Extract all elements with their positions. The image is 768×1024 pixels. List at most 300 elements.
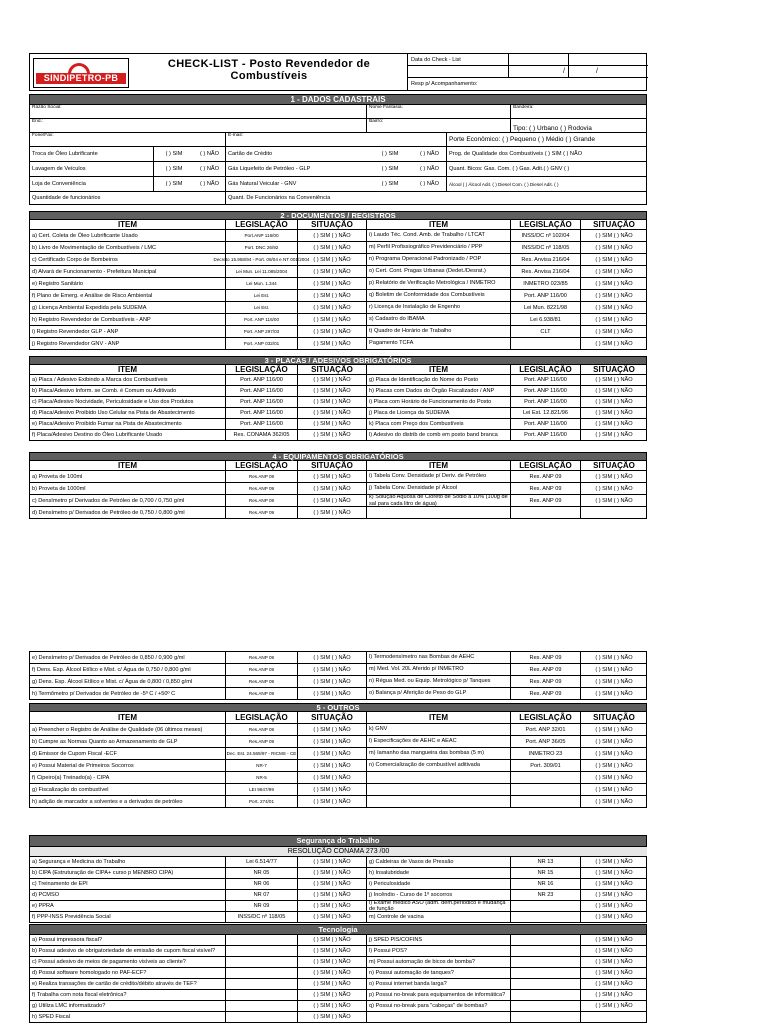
item-label: l) Possui POS? <box>367 946 511 956</box>
end-field[interactable]: End.: <box>30 119 367 132</box>
status-option[interactable]: ( ) SIM ( ) NÃO <box>298 507 367 518</box>
item-label: h) Placas com Dados do Órgão Fiscalizador / ANP <box>367 386 511 396</box>
table-row <box>30 507 646 519</box>
item-label: f) Placa/Adesivo Destino do Óleo Lubrificante Usado <box>30 430 226 440</box>
header-info <box>407 54 647 90</box>
table-row <box>30 664 646 676</box>
status-option[interactable]: ( ) SIM ( ) NÃO <box>298 408 367 418</box>
status-option[interactable]: ( ) SIM ( ) NÃO <box>595 762 633 769</box>
legislation-ref: Decreto 15.958/94 - Port. 09/04 e NT 001/2004 <box>226 254 298 265</box>
status-option[interactable]: ( ) SIM ( ) NÃO <box>298 302 367 313</box>
status-option[interactable]: ( ) SIM ( ) NÃO <box>595 304 633 311</box>
status-option[interactable]: ( ) SIM ( ) NÃO <box>595 738 633 745</box>
table-row <box>30 652 646 664</box>
col-item: ITEM <box>30 220 226 229</box>
item-label: n) Comercialização de combustível aditivada <box>367 760 511 771</box>
status-option[interactable]: ( ) SIM ( ) NÃO <box>595 421 633 427</box>
no-option[interactable]: ( ) NÃO <box>413 147 447 161</box>
table-row <box>30 724 646 736</box>
status-option[interactable]: ( ) SIM ( ) NÃO <box>595 280 633 287</box>
col-item: ITEM <box>367 461 511 470</box>
item-label: a) Proveta de 100ml <box>30 471 226 482</box>
bairro-field[interactable]: Bairro: <box>367 119 511 132</box>
col-item: ITEM <box>30 365 226 374</box>
status-option[interactable]: ( ) SIM ( ) NÃO <box>298 724 367 735</box>
status-option[interactable]: ( ) SIM ( ) NÃO <box>595 937 633 943</box>
legislation-ref <box>511 796 581 807</box>
status-option[interactable]: ( ) SIM ( ) NÃO <box>298 688 367 699</box>
status-option[interactable]: ( ) SIM ( ) NÃO <box>298 890 367 900</box>
status-option[interactable]: ( ) SIM ( ) NÃO <box>595 473 633 480</box>
status-option[interactable]: ( ) SIM ( ) NÃO <box>298 375 367 385</box>
status-option[interactable]: ( ) SIM ( ) NÃO <box>298 1001 367 1011</box>
item-label: c) Possui adesivo de meios de pagamento visíveis ao cliente? <box>30 957 226 967</box>
legislation-ref: NR-7 <box>226 760 298 771</box>
table-row <box>30 979 646 990</box>
table-row <box>30 290 646 302</box>
yes-option[interactable]: ( ) SIM <box>381 166 399 172</box>
status-option[interactable]: ( ) SIM ( ) NÃO <box>298 664 367 675</box>
yes-option[interactable]: ( ) SIM <box>165 181 183 187</box>
col-situacao: SITUAÇÃO <box>593 713 635 722</box>
item-label: s) Cadastro do IBAMA <box>367 314 511 325</box>
item-label: n) Programa Operacional Padronizado / POP <box>367 254 511 265</box>
status-option[interactable]: ( ) SIM ( ) NÃO <box>298 935 367 945</box>
item-label <box>367 507 511 518</box>
item-label: k) Solução Aquosa de Cloreto de Sódio a 10% (100g de sal para cada litro de água) <box>367 495 511 506</box>
status-option[interactable]: ( ) SIM ( ) NÃO <box>595 870 633 876</box>
col-legislacao: LEGISLAÇÃO <box>511 365 581 374</box>
status-option[interactable]: ( ) SIM ( ) NÃO <box>595 340 633 347</box>
status-option[interactable]: ( ) SIM ( ) NÃO <box>595 316 633 323</box>
status-option[interactable]: ( ) SIM ( ) NÃO <box>298 254 367 265</box>
status-option[interactable]: ( ) SIM ( ) NÃO <box>298 386 367 396</box>
item-label: g) Caldeiras de Vasos de Pressão <box>367 857 511 867</box>
table-row <box>30 314 646 326</box>
item-label <box>367 784 511 795</box>
item-label: k) GNV <box>367 724 511 735</box>
legislation-ref: Port. ANP 116/00 <box>226 419 298 429</box>
table-row <box>30 483 646 495</box>
status-option[interactable]: ( ) SIM ( ) NÃO <box>595 485 633 492</box>
status-option[interactable]: ( ) SIM ( ) NÃO <box>595 1003 633 1009</box>
col-legislacao: LEGISLAÇÃO <box>226 365 298 374</box>
status-option[interactable]: ( ) SIM ( ) NÃO <box>298 784 367 795</box>
legislation-ref: Res.ANP 09 <box>226 483 298 494</box>
legislation-ref: Port. 309/01 <box>511 760 581 771</box>
yes-option[interactable]: ( ) SIM <box>381 181 399 187</box>
status-option[interactable]: ( ) SIM ( ) NÃO <box>298 857 367 867</box>
status-option[interactable]: ( ) SIM ( ) NÃO <box>298 901 367 911</box>
status-option[interactable]: ( ) SIM ( ) NÃO <box>595 970 633 976</box>
status-option[interactable]: ( ) SIM ( ) NÃO <box>595 328 633 335</box>
legislation-ref: Port. ANP 116/00 <box>511 419 581 429</box>
table-row <box>30 1001 646 1012</box>
no-option[interactable]: ( ) NÃO <box>194 177 226 191</box>
table-row <box>30 266 646 278</box>
legislation-ref: INMETRO 023/85 <box>511 278 581 289</box>
date-row[interactable] <box>408 54 648 66</box>
item-label: c) Certificado Corpo de Bombeiros <box>30 254 226 265</box>
item-label: q) Possui no-break para "cabeças" de bombas? <box>367 1001 511 1011</box>
table-row <box>30 278 646 290</box>
item-label: k) Placa com Preço dos Combustíveis <box>367 419 511 429</box>
status-option[interactable]: ( ) SIM ( ) NÃO <box>595 750 633 757</box>
status-option[interactable]: ( ) SIM ( ) NÃO <box>298 760 367 771</box>
item-label: e) Realiza transações de cartão de crédito/débito através de TEF? <box>30 979 226 989</box>
item-label: i) Placa com Horário de Funcionamento do Posto <box>367 397 511 407</box>
status-option[interactable]: ( ) SIM ( ) NÃO <box>298 290 367 301</box>
item-label: g) Placa de Identificação do Nome do Posto <box>367 375 511 385</box>
blank-cell <box>226 968 298 978</box>
table-row <box>30 419 646 430</box>
legislation-ref: Port. ANP 116/00 <box>511 397 581 407</box>
status-option[interactable]: ( ) SIM ( ) NÃO <box>298 471 367 482</box>
legislation-ref: Port.ANP 116/00 <box>226 230 298 241</box>
item-label: f) PPP-INSS Previdência Social <box>30 912 226 922</box>
status-option[interactable]: ( ) SIM ( ) NÃO <box>298 979 367 989</box>
item-label: g) Licença Ambiental Expedida pela SUDEMA <box>30 302 226 313</box>
blank-cell <box>226 1001 298 1011</box>
item-label: d) Densímetro p/ Derivados de Petróleo de 0,750 / 0,800 g/ml <box>30 507 226 518</box>
table-row <box>30 375 646 386</box>
legislation-ref: Port. ANP 116/00 <box>226 386 298 396</box>
legislation-ref: Res. ANP 09 <box>511 495 581 506</box>
status-option[interactable]: ( ) SIM ( ) NÃO <box>298 338 367 349</box>
section-outros-title: 5 - OUTROS <box>29 703 647 712</box>
item-label: j) Placa de Licença da SUDEMA <box>367 408 511 418</box>
fuel-nozzle-field[interactable]: Álcool ( ) Álcool Adit. ( ) Diesel Com. ( ) Diesel Adit. ( ) <box>449 181 559 187</box>
status-option[interactable]: ( ) SIM ( ) NÃO <box>298 1012 367 1022</box>
item-label: b) Placa/Adesivo Inform. se Comb. é Comum ou Aditivado <box>30 386 226 396</box>
status-option[interactable]: ( ) SIM ( ) NÃO <box>595 244 633 251</box>
item-label: e) Densímetro p/ Derivados de Petróleo de 0,850 / 0,900 g/ml <box>30 652 226 663</box>
legislation-ref: Res.ANP 09 <box>226 676 298 687</box>
status-option[interactable]: ( ) SIM ( ) NÃO <box>595 678 633 685</box>
col-item: ITEM <box>30 461 226 470</box>
status-option[interactable]: ( ) SIM ( ) NÃO <box>595 654 633 661</box>
item-label: c) Treinamento de EPI <box>30 879 226 889</box>
item-label: i) Laudo Téc. Cond. Amb. de Trabalho / LTCAT <box>367 230 511 241</box>
status-option[interactable]: ( ) SIM ( ) NÃO <box>595 256 633 263</box>
section-placas-title: 3 - PLACAS / ADESIVOS OBRIGATÓRIOS <box>29 356 647 365</box>
item-label: a) Possui impressora fiscal? <box>30 935 226 945</box>
table-row <box>30 772 646 784</box>
legislation-ref: Port. ANP 116/00 <box>226 397 298 407</box>
item-label: p) Relatório de Verificação Metrológica / INMETRO <box>367 278 511 289</box>
item-label: f) Dens. Esp. Álcool Etílico e Mist. c/ Água de 0,750 / 0,800 g/ml <box>30 664 226 675</box>
item-label: b) CIPA (Estruturação de CIPA+ curso p MENBRO CIPA) <box>30 868 226 878</box>
status-option[interactable]: ( ) SIM ( ) NÃO <box>298 879 367 889</box>
employees-field[interactable]: Quantidade de funcionários <box>30 192 226 204</box>
status-option[interactable]: ( ) SIM ( ) NÃO <box>298 796 367 807</box>
item-label: h) SPED Fiscal <box>30 1012 226 1022</box>
status-option[interactable]: ( ) SIM ( ) NÃO <box>595 726 633 733</box>
outros-grid <box>29 712 647 808</box>
section-tecnologia-title: Tecnologia <box>29 924 647 935</box>
status-option <box>581 1012 647 1022</box>
status-option[interactable]: ( ) SIM ( ) NÃO <box>595 881 633 887</box>
status-option[interactable]: ( ) SIM ( ) NÃO <box>298 419 367 429</box>
status-option[interactable]: ( ) SIM ( ) NÃO <box>298 990 367 1000</box>
yes-option[interactable]: ( ) SIM <box>381 151 399 157</box>
legislation-ref: Res. Anvisa 216/04 <box>511 266 581 277</box>
item-label: h) Registro Revendedor de Combustíveis - ANP <box>30 314 226 325</box>
table-row <box>30 254 646 266</box>
table-row <box>30 408 646 419</box>
status-option[interactable]: ( ) SIM ( ) NÃO <box>298 314 367 325</box>
legislation-ref: Res. ANP 09 <box>511 652 581 663</box>
blank-cell <box>511 1001 581 1011</box>
item-label: e) Placa/Adesivo Proibido Fumar na Pista de Abastecimento <box>30 419 226 429</box>
status-option[interactable]: ( ) SIM ( ) NÃO <box>298 748 367 759</box>
table-row <box>30 946 646 957</box>
status-option[interactable]: ( ) SIM ( ) NÃO <box>298 736 367 747</box>
item-label: t) Quadro de Horário de Trabalho <box>367 326 511 337</box>
status-option[interactable]: ( ) SIM ( ) NÃO <box>595 399 633 405</box>
table-row <box>30 471 646 483</box>
nozzle-count-field[interactable]: Quant. Bicos: Gas. Com. ( ) Gas. Adit.( ) GNV ( ) <box>449 166 570 172</box>
item-label: d) Possui software homologado no PAF-ECF? <box>30 968 226 978</box>
no-option[interactable]: ( ) NÃO <box>194 147 226 161</box>
status-option[interactable]: ( ) SIM ( ) NÃO <box>298 483 367 494</box>
item-label: b) Livro de Movimentação de Combustíveis / LMC <box>30 242 226 253</box>
col-legislacao: LEGISLAÇÃO <box>226 220 298 229</box>
item-label: n) Régua Med. ou Equip. Metrológico p/ Tanques <box>367 676 511 687</box>
status-option[interactable]: ( ) SIM ( ) NÃO <box>595 859 633 865</box>
legislation-ref <box>511 507 581 518</box>
legislation-ref <box>511 772 581 783</box>
table-row <box>30 990 646 1001</box>
legislation-ref: Lei Mun. 1.344 <box>226 278 298 289</box>
legislation-ref: NR 23 <box>511 890 581 900</box>
service-label: Loja de Conveniência <box>30 177 154 191</box>
col-situacao: SITUAÇÃO <box>593 365 635 374</box>
legislation-ref: Res. ANP 09 <box>511 676 581 687</box>
legislation-ref: Port. ANP 116/00 <box>511 290 581 301</box>
status-option[interactable]: ( ) SIM ( ) NÃO <box>298 397 367 407</box>
table-row <box>30 430 646 441</box>
form-header <box>29 53 647 91</box>
status-option[interactable]: ( ) SIM ( ) NÃO <box>298 676 367 687</box>
tecnologia-grid <box>29 935 647 1023</box>
tipo-field[interactable]: Tipo: ( ) Urbano ( ) Rodovia <box>513 125 592 132</box>
docs-grid <box>29 220 647 350</box>
status-option[interactable]: ( ) SIM ( ) NÃO <box>595 798 633 805</box>
legislation-ref: Port. ANP 297/03 <box>226 326 298 337</box>
legislation-ref: Port. ANP 032/01 <box>226 338 298 349</box>
status-option[interactable]: ( ) SIM ( ) NÃO <box>298 912 367 922</box>
item-label: h) adição de marcador a solventes e a derivados de petróleo <box>30 796 226 807</box>
legislation-ref: NR 05 <box>226 868 298 878</box>
resp-row[interactable] <box>408 78 648 90</box>
item-label <box>367 796 511 807</box>
status-option[interactable]: ( ) SIM ( ) NÃO <box>595 268 633 275</box>
blank-cell <box>511 979 581 989</box>
status-option[interactable]: ( ) SIM ( ) NÃO <box>595 892 633 898</box>
col-situacao: SITUAÇÃO <box>298 712 367 723</box>
legislation-ref: INMETRO 23 <box>511 748 581 759</box>
col-situacao: SITUAÇÃO <box>298 365 367 374</box>
status-option[interactable]: ( ) SIM ( ) NÃO <box>595 377 633 383</box>
quality-program-field[interactable]: Prog. de Qualidade dos Combustíveis ( ) SIM ( ) NÃO <box>449 151 583 157</box>
status-option[interactable]: ( ) SIM ( ) NÃO <box>298 430 367 440</box>
blank-cell <box>226 946 298 956</box>
table-row <box>30 857 646 868</box>
no-option[interactable]: ( ) NÃO <box>413 162 447 176</box>
item-label: o) Cert. Cont. Pragas Urbanas (Dedet./Desrat.) <box>367 266 511 277</box>
date-slash-row <box>408 66 648 78</box>
legislation-ref: Port. ANP 116/00 <box>226 314 298 325</box>
item-label: n) Possui automação de tanques? <box>367 968 511 978</box>
fone-field[interactable]: Fone/Fax: <box>30 133 226 146</box>
legislation-ref: NR 07 <box>226 890 298 900</box>
item-label: b) Possui adesivo de obrigatoriedade de emissão de cupom fiscal visível? <box>30 946 226 956</box>
logo-text: SINDIPETRO-PB <box>36 73 126 84</box>
status-option[interactable]: ( ) SIM ( ) NÃO <box>595 981 633 987</box>
legislation-ref: Res. ANP 09 <box>511 483 581 494</box>
item-label <box>367 1012 511 1022</box>
legislation-ref: Port. ANP 116/00 <box>511 375 581 385</box>
porte-field[interactable]: Porte Econômico: ( ) Pequeno ( ) Médio ( ) Grande <box>449 136 595 143</box>
equip-grid <box>29 461 647 519</box>
legislation-ref: Port. ANP 36/05 <box>511 736 581 747</box>
legislation-ref: Port. ANP 116/00 <box>226 375 298 385</box>
section-equip-title: 4 - EQUIPAMENTOS OBRIGATÓRIOS <box>29 452 647 461</box>
status-option[interactable]: ( ) SIM ( ) NÃO <box>595 774 633 781</box>
status-option[interactable]: ( ) SIM ( ) NÃO <box>595 497 633 504</box>
status-option[interactable]: ( ) SIM ( ) NÃO <box>298 230 367 241</box>
blank-cell <box>511 946 581 956</box>
status-option[interactable]: ( ) SIM ( ) NÃO <box>298 868 367 878</box>
yes-option[interactable]: ( ) SIM <box>165 166 183 172</box>
resp-label: Resp p/ Acompanhamento: <box>411 81 478 87</box>
no-option[interactable]: ( ) NÃO <box>413 177 447 191</box>
status-option[interactable]: ( ) SIM ( ) NÃO <box>595 914 633 920</box>
seguranca-subtitle: RESOLUÇÃO CONAMA 273 /00 <box>30 847 647 856</box>
legislation-ref: Port. DNC 26/92 <box>226 242 298 253</box>
status-option[interactable]: ( ) SIM ( ) NÃO <box>595 232 633 239</box>
status-option[interactable]: ( ) SIM ( ) NÃO <box>595 992 633 998</box>
status-option[interactable]: ( ) SIM ( ) NÃO <box>595 690 633 697</box>
blank-cell <box>511 935 581 945</box>
item-label: j) Tabela Conv. Densidade p/ Álcool <box>367 483 511 494</box>
item-label: g) Fiscalização do combustível <box>30 784 226 795</box>
status-option[interactable]: ( ) SIM ( ) NÃO <box>595 388 633 394</box>
item-label: a) Cert. Coleta de Óleo Lubrificante Usado <box>30 230 226 241</box>
item-label: j) Incêndio - Curso de 1º socorros <box>367 890 511 900</box>
yes-option[interactable]: ( ) SIM <box>165 151 183 157</box>
table-row <box>30 230 646 242</box>
legislation-ref: Port. ANP 116/00 <box>511 386 581 396</box>
col-situacao: SITUAÇÃO <box>593 461 635 470</box>
status-option[interactable]: ( ) SIM ( ) NÃO <box>298 968 367 978</box>
table-row <box>30 901 646 912</box>
col-item: ITEM <box>367 365 511 374</box>
fantasia-field[interactable]: Nome Fantasia: <box>367 105 511 118</box>
status-option[interactable]: ( ) SIM ( ) NÃO <box>298 326 367 337</box>
blank-cell <box>226 990 298 1000</box>
col-situacao: SITUAÇÃO <box>298 220 367 229</box>
legislation-ref: NR 13 <box>511 857 581 867</box>
item-label: e) PPRA <box>30 901 226 911</box>
item-label: l) Adesivo do distrib de comb em posto band branca <box>367 430 511 440</box>
blank-cell <box>226 935 298 945</box>
item-label: l) Exame médico ASO (adm. dem.periodico e mudança de função <box>367 901 511 911</box>
legislation-ref <box>511 901 581 911</box>
legislation-ref: Port. 274/01 <box>226 796 298 807</box>
legislation-ref: NR 06 <box>226 879 298 889</box>
bandeira-field[interactable]: Bandeira: <box>513 105 534 110</box>
col-legislacao: LEGISLAÇÃO <box>511 461 581 470</box>
status-option[interactable]: ( ) SIM ( ) NÃO <box>595 786 633 793</box>
status-option[interactable]: ( ) SIM ( ) NÃO <box>298 495 367 506</box>
item-label: m) Possui automação de bicos de bomba? <box>367 957 511 967</box>
col-legislacao: LEGISLAÇÃO <box>226 712 298 723</box>
legislation-ref: Res.ANP 09 <box>226 736 298 747</box>
item-label: f) Plano de Emerg. e Análise de Risco Ambiental <box>30 290 226 301</box>
col-item: ITEM <box>367 220 511 229</box>
item-label: a) Preencher o Registro de Análise de Qualidade (06 últimos meses) <box>30 724 226 735</box>
email-field[interactable]: E-mail: <box>226 133 447 146</box>
status-option[interactable]: ( ) SIM ( ) NÃO <box>595 959 633 965</box>
status-option[interactable]: ( ) SIM ( ) NÃO <box>595 432 633 438</box>
col-situacao: SITUAÇÃO <box>298 461 367 470</box>
legislation-ref: Res.ANP 09 <box>226 495 298 506</box>
date-label: Data do Check - List <box>411 57 461 63</box>
section-dados-title: 1 - DADOS CADASTRAIS <box>29 94 647 105</box>
service-label: Lavagem de Veículos <box>30 162 154 176</box>
table-row <box>30 879 646 890</box>
status-option[interactable]: ( ) SIM ( ) NÃO <box>595 292 633 299</box>
col-situacao: SITUAÇÃO <box>593 220 635 229</box>
item-label: q) Boletim de Conformidade dos Combustíveis <box>367 290 511 301</box>
status-option[interactable]: ( ) SIM ( ) NÃO <box>298 957 367 967</box>
item-label: j) SPED PIS/COFINS <box>367 935 511 945</box>
store-employees-field[interactable]: Quant. De Funcionários na Conveniência <box>228 195 331 201</box>
legislation-ref: INSS/DC nº 118/05 <box>226 912 298 922</box>
status-option[interactable]: ( ) SIM ( ) NÃO <box>298 946 367 956</box>
legislation-ref: Dec. Est. 24.569/97 - RICMS - CE <box>226 748 298 759</box>
status-option[interactable]: ( ) SIM ( ) NÃO <box>298 278 367 289</box>
status-option[interactable]: ( ) SIM ( ) NÃO <box>298 772 367 783</box>
legislation-ref: INSS/DC nº 102/04 <box>511 230 581 241</box>
col-legislacao: LEGISLAÇÃO <box>226 461 298 470</box>
status-option[interactable]: ( ) SIM ( ) NÃO <box>595 903 633 909</box>
table-row <box>30 736 646 748</box>
service-label: Gás Liquefeito de Petróleo - GLP <box>228 166 311 172</box>
status-option[interactable]: ( ) SIM ( ) NÃO <box>595 410 633 416</box>
no-option[interactable]: ( ) NÃO <box>194 162 226 176</box>
legislation-ref: NR 15 <box>511 868 581 878</box>
date-slash-1: / <box>563 68 565 75</box>
item-label: m) Controle de vacina <box>367 912 511 922</box>
status-option[interactable]: ( ) SIM ( ) NÃO <box>298 266 367 277</box>
status-option[interactable]: ( ) SIM ( ) NÃO <box>298 242 367 253</box>
legislation-ref: Res.ANP 09 <box>226 664 298 675</box>
placas-grid <box>29 365 647 441</box>
item-label: h) Termômetro p/ Derivados de Petróleo de -5º C / +50º C <box>30 688 226 699</box>
razao-field[interactable]: Razão Social: <box>30 105 367 118</box>
status-option[interactable]: ( ) SIM ( ) NÃO <box>298 652 367 663</box>
table-row <box>30 796 646 808</box>
item-label: b) Cumpre as Normas Quanto ao Armazenamento de GLP <box>30 736 226 747</box>
status-option[interactable]: ( ) SIM ( ) NÃO <box>595 948 633 954</box>
status-option[interactable]: ( ) SIM ( ) NÃO <box>595 666 633 673</box>
item-label: d) Placa/Adesivo Proibido Uso Celular na Pista de Abastecimento <box>30 408 226 418</box>
item-label: a) Segurança e Medicina do Trabalho <box>30 857 226 867</box>
table-row <box>30 688 646 700</box>
